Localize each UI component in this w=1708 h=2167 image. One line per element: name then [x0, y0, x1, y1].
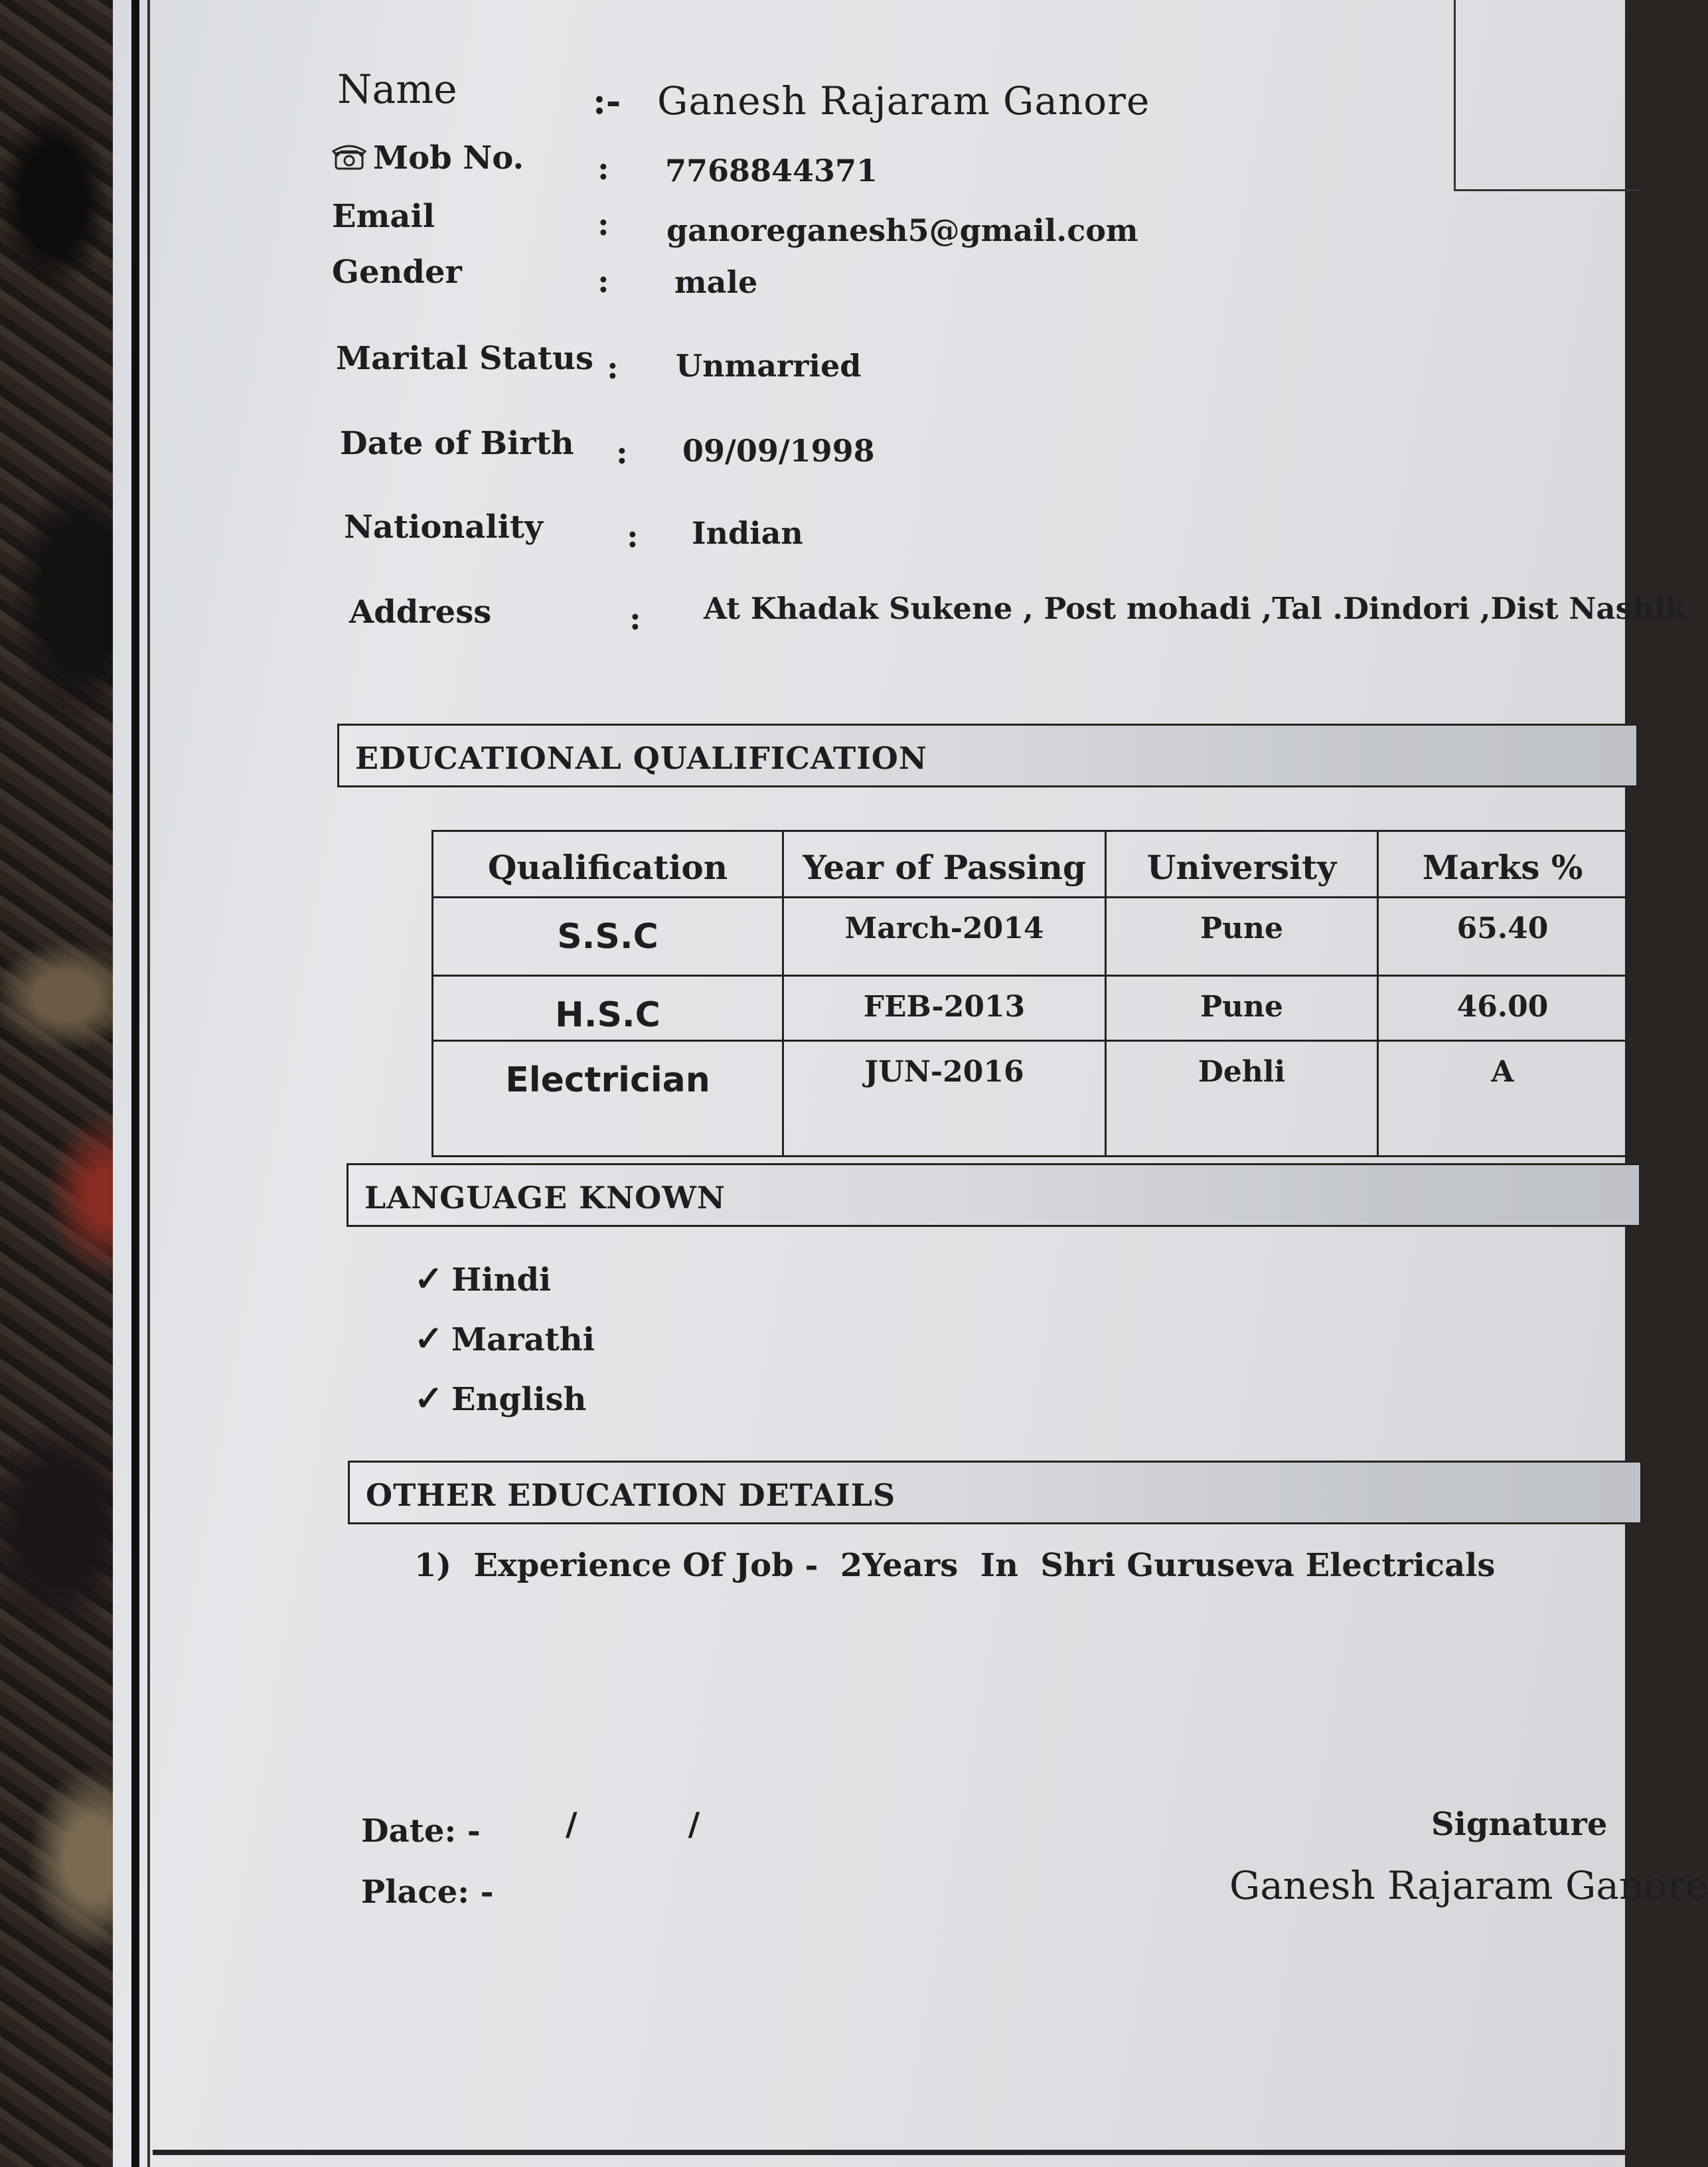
language-item [414, 1319, 595, 1359]
address-value: At Khadak Sukene , Post mohadi ,Tal .Dindori ,Dist Nashik [704, 591, 1686, 626]
language-label: Hindi [451, 1261, 552, 1299]
section-heading: OTHER EDUCATION DETAILS [366, 1477, 896, 1513]
table-row [433, 976, 1628, 1041]
marks-cell: 65.40 [1378, 898, 1628, 976]
address-label: Address [349, 594, 492, 631]
table-row [433, 1041, 1628, 1157]
marital-status-value: Unmarried [676, 348, 862, 384]
date-slashes: / / [566, 1806, 700, 1843]
table-header-row [433, 831, 1628, 898]
language-item [414, 1259, 551, 1299]
section-heading: LANGUAGE KNOWN [364, 1180, 726, 1216]
marital-status-label: Marital Status [336, 340, 594, 377]
language-item [414, 1378, 586, 1419]
date-label: Date: - [361, 1812, 481, 1850]
education-table [431, 830, 1628, 1157]
column-header: Marks % [1378, 831, 1628, 898]
section-language-known [347, 1163, 1641, 1227]
year-cell: JUN-2016 [783, 1041, 1106, 1157]
qualification-cell: Electrician [433, 1041, 783, 1157]
checkmark-icon: ✓ [414, 1319, 443, 1359]
university-cell: Dehli [1106, 1041, 1378, 1157]
gender-value: male [674, 264, 758, 300]
section-other-education-details [348, 1461, 1642, 1524]
checkmark-icon: ✓ [414, 1378, 443, 1419]
gender-label: Gender [332, 254, 462, 291]
email-label: Email [332, 198, 435, 235]
marks-cell: 46.00 [1378, 976, 1628, 1041]
nationality-label: Nationality [344, 509, 543, 546]
dob-label: Date of Birth [340, 425, 574, 462]
column-header: Qualification [433, 831, 783, 898]
name-separator: :- [593, 80, 621, 122]
section-heading: EDUCATIONAL QUALIFICATION [355, 740, 927, 776]
nationality-value: Indian [692, 515, 803, 551]
column-header: University [1106, 831, 1378, 898]
year-cell: March-2014 [783, 898, 1106, 976]
place-label: Place: - [361, 1874, 494, 1911]
mob-label [332, 139, 524, 177]
university-cell: Pune [1106, 898, 1378, 976]
mob-value: 7768844371 [665, 153, 878, 189]
signature-name: Ganesh Rajaram Ganore [1229, 1863, 1708, 1908]
gender-colon: : [597, 263, 609, 300]
checkmark-icon: ✓ [414, 1259, 443, 1299]
signature-label: Signature [1431, 1806, 1608, 1843]
language-label: Marathi [451, 1321, 595, 1358]
email-value: ganoreganesh5@gmail.com [666, 212, 1138, 248]
marks-cell: A [1378, 1041, 1628, 1157]
university-cell: Pune [1106, 976, 1378, 1041]
year-cell: FEB-2013 [783, 976, 1106, 1041]
email-colon: : [597, 206, 609, 243]
dob-value: 09/09/1998 [682, 433, 875, 469]
other-detail-item: 1) Experience Of Job - 2Years In Shri Guruseva Electricals [414, 1547, 1496, 1584]
mob-label-text: Mob No. [373, 139, 524, 177]
qualification-cell: S.S.C [433, 898, 783, 976]
address-colon: : [629, 600, 641, 637]
nationality-colon: : [627, 518, 639, 555]
marital-status-colon: : [607, 349, 619, 386]
column-header: Year of Passing [783, 831, 1106, 898]
telephone-icon [332, 142, 366, 171]
name-value: Ganesh Rajaram Ganore [657, 78, 1150, 123]
dob-colon: : [616, 434, 628, 471]
language-label: English [451, 1381, 587, 1418]
name-label: Name [337, 66, 457, 113]
section-educational-qualification [337, 724, 1638, 787]
mob-colon: : [597, 150, 609, 187]
table-row [433, 898, 1628, 976]
qualification-cell: H.S.C [433, 976, 783, 1041]
